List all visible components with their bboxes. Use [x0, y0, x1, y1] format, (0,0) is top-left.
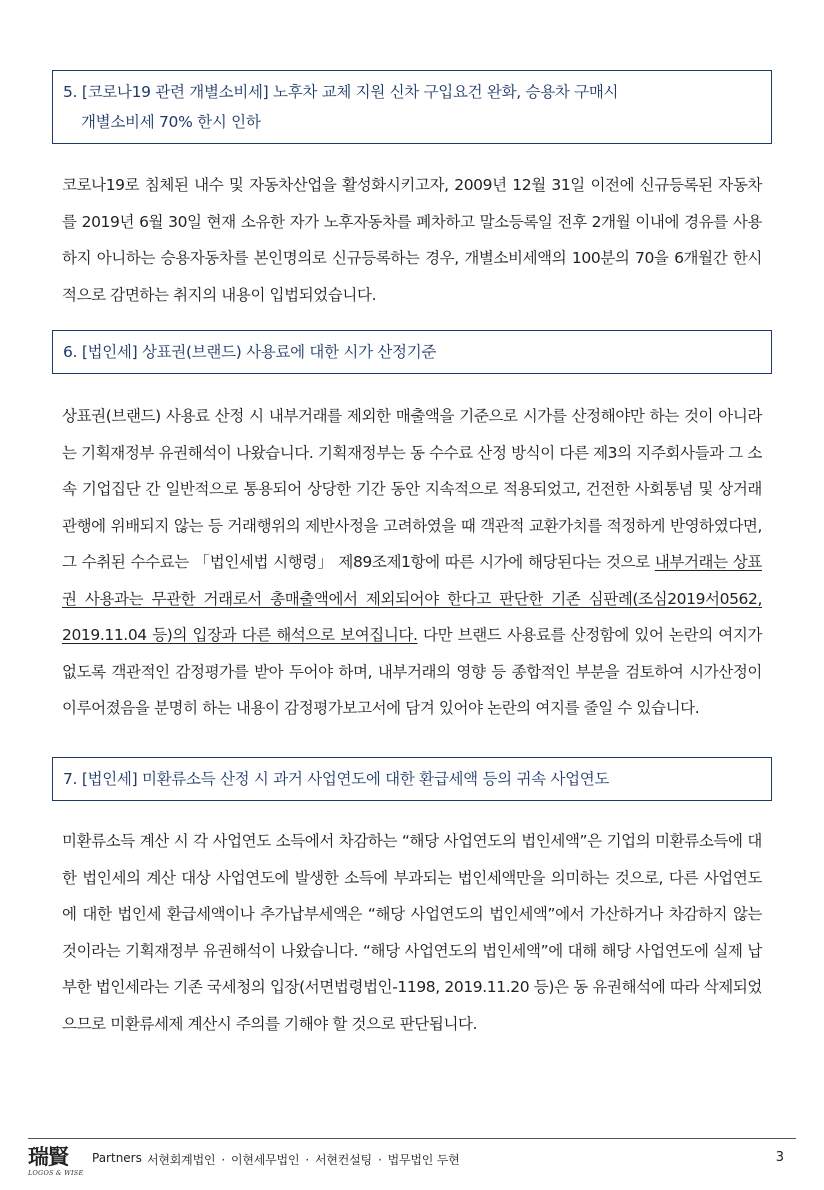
section-6-heading — [52, 330, 772, 374]
footer-separator: · — [305, 1153, 309, 1167]
footer-firm-list — [147, 1151, 460, 1168]
section-5-body: 코로나19로 침체된 내수 및 자동차산업을 활성화시키고자, 2009년 12월 31일 이전에 신규등록된 자동차를 2019년 6월 30일 현재 소유한 자가 노후자동차를 폐차하고 말소등록일 전후 2개월 이내에 경유를 사용하지 아니하는 승용자동차를 본인명의로 신규등록하는 경우, 개별소비세액의 100분의 70을 6개월간 한시적으로 감면하는 취지의 내용이 입법되었습니다. — [62, 176, 762, 304]
section-5-title-line2: 개별소비세 70% 한시 인하 — [81, 113, 261, 131]
section-5-heading — [52, 70, 772, 144]
section-6-body — [62, 398, 762, 727]
footer-firm-2: 이현세무법인 — [230, 1153, 300, 1167]
footer-separator: · — [221, 1153, 225, 1167]
footer-partners-label: Partners — [92, 1151, 142, 1165]
footer-separator: · — [377, 1153, 382, 1167]
logo-hanja: 瑞賢 — [28, 1144, 68, 1169]
page-number: 3 — [775, 1150, 784, 1165]
footer — [28, 1146, 796, 1182]
section-6-body-part2: 다만 브랜드 사용료를 산정함에 있어 논란의 여지가 없도록 객관적인 감정평가를 받아 두어야 하며, 내부거래의 영향 등 종합적인 부분을 검토하여 시가산정이 이루어졌음을 분명히 하는 내용이 감정평가보고서에 담겨 있어야 논란의 여지를 줄일 수 있습니다. — [62, 626, 762, 717]
footer-divider — [28, 1138, 796, 1139]
footer-firm-1: 서현회계법인 — [147, 1153, 216, 1167]
footer-firm-3: 서현컨설팅 — [314, 1153, 372, 1167]
section-7-body: 미환류소득 계산 시 각 사업연도 소득에서 차감하는 “해당 사업연도의 법인세액”은 기업의 미환류소득에 대한 법인세의 계산 대상 사업연도에 발생한 소득에 부과되는 법인세액만을 의미하는 것으로, 다른 사업연도에 대한 법인세 환급세액이나 추가납부세액은 “해당 사업연도의 법인세액”에서 가산하거나 차감하지 않는 것이라는 기획재정부 유권해석이 나왔습니다. “해당 사업연도의 법인세액”에 대해 해당 사업연도에 실제 납부한 법인세라는 기존 국세청의 입장(서면법령법인-1198, 2019.11.20 등)은 동 유권해석에 따라 삭제되었으므로 미환류세제 계산시 주의를 기해야 할 것으로 판단됩니다. — [62, 832, 762, 1033]
footer-firm-4: 법무법인 두현 — [387, 1153, 460, 1167]
section-6-body-part1: 상표권(브랜드) 사용료 산정 시 내부거래를 제외한 매출액을 기준으로 시가를 산정해야만 하는 것이 아니라는 기획재정부 유권해석이 나왔습니다. 기획재정부는 동 수수료 산정 방식이 다른 제3의 지주회사들과 그 소속 기업집단 간 일반적으로 통용되어 상당한 기간 동안 지속적으로 적용되었고, 건전한 사회통념 및 상거래 관행에 위배되지 않는 등 거래행위의 제반사정을 고려하였을 때 객관적 교환가치를 적정하게 반영하였다면, 그 수취된 수수료는 「법인세법 시행령」 제89조제1항에 따른 시가에 해당된다는 것으로 — [62, 407, 762, 571]
section-7-heading — [52, 757, 772, 801]
section-5-title-line1: 5. [코로나19 관련 개별소비세] 노후차 교체 지원 신차 구입요건 완화, 승용차 구매시 — [63, 83, 619, 101]
logo-subtitle: LOGOS & WISE — [28, 1169, 84, 1177]
section-6-title: 6. [법인세] 상표권(브랜드) 사용료에 대한 시가 산정기준 — [63, 343, 437, 361]
section-7-title: 7. [법인세] 미환류소득 산정 시 과거 사업연도에 대한 환급세액 등의 귀속 사업연도 — [63, 770, 610, 788]
section-6-body-underlined: 내부거래는 상표권 사용과는 무관한 거래로서 총매출액에서 제외되어야 한다고 판단한 기존 심판례(조심2019서0562, 2019.11.04 등)의 입장과 다른 해석으로 보여집니다. — [62, 553, 762, 644]
company-logo — [28, 1146, 88, 1182]
